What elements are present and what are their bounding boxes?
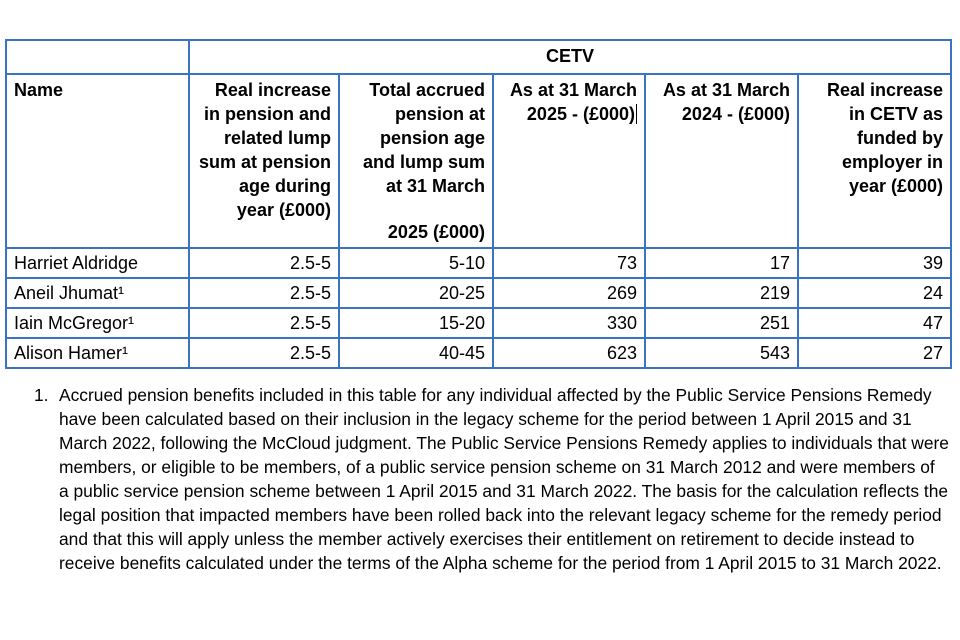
cell-cetv-2025: 269 bbox=[493, 278, 645, 308]
cell-real-increase: 2.5-5 bbox=[189, 248, 339, 278]
cell-cetv-2024: 17 bbox=[645, 248, 798, 278]
column-header-cetv-2025-label: As at 31 March 2025 - (£000) bbox=[509, 80, 637, 124]
cell-cetv-2024: 251 bbox=[645, 308, 798, 338]
table-row bbox=[6, 248, 951, 278]
table-row bbox=[6, 338, 951, 368]
cell-real-increase: 2.5-5 bbox=[189, 278, 339, 308]
cell-total-accrued: 15-20 bbox=[339, 308, 493, 338]
cell-total-accrued: 5-10 bbox=[339, 248, 493, 278]
footnote-text: Accrued pension benefits included in this table for any individual affected by the Public Service Pensions Remedy have been calculated based on their inclusion in the legacy scheme for the period between 1 April 2015 and 31 March 2022, following the McCloud judgment. The Public Service Pensions Remedy applies to individuals that were members, or eligible to be members, of a public service pension scheme on 31 March 2012 and were members of a public service pension scheme between 1 April 2015 and 31 March 2022. The basis for the calculation reflects the legal position that impacted members have been rolled back into the relevant legacy scheme for the remedy period and that this will apply unless the member actively exercises their entitlement on retirement to decide instead to receive benefits calculated under the terms of the Alpha scheme for the period from 1 April 2015 to 31 March 2022. bbox=[59, 385, 949, 573]
cell-cetv-real-increase: 24 bbox=[798, 278, 951, 308]
cell-total-accrued: 20-25 bbox=[339, 278, 493, 308]
footnote bbox=[34, 383, 949, 575]
cell-cetv-2025: 73 bbox=[493, 248, 645, 278]
column-header-cetv-2024: As at 31 March 2024 - (£000) bbox=[645, 74, 798, 248]
cell-name: Alison Hamer¹ bbox=[6, 338, 189, 368]
column-header-real-increase: Real increase in pension and related lump sum at pension age during year (£000) bbox=[189, 74, 339, 248]
cell-name: Aneil Jhumat¹ bbox=[6, 278, 189, 308]
cell-cetv-2024: 543 bbox=[645, 338, 798, 368]
table-header-row bbox=[6, 74, 951, 248]
cell-cetv-2025: 623 bbox=[493, 338, 645, 368]
cell-total-accrued: 40-45 bbox=[339, 338, 493, 368]
cell-cetv-real-increase: 39 bbox=[798, 248, 951, 278]
column-header-name: Name bbox=[6, 74, 189, 248]
table-row bbox=[6, 308, 951, 338]
cell-name: Harriet Aldridge bbox=[6, 248, 189, 278]
cell-real-increase: 2.5-5 bbox=[189, 308, 339, 338]
cell-real-increase: 2.5-5 bbox=[189, 338, 339, 368]
empty-header-cell bbox=[6, 40, 189, 74]
footnote-number: 1. bbox=[34, 385, 49, 405]
cell-cetv-real-increase: 47 bbox=[798, 308, 951, 338]
column-header-total-accrued-year: 2025 (£000) bbox=[387, 222, 485, 242]
cell-name: Iain McGregor¹ bbox=[6, 308, 189, 338]
column-header-cetv-real-increase: Real increase in CETV as funded by employer in year (£000) bbox=[798, 74, 951, 248]
cell-cetv-real-increase: 27 bbox=[798, 338, 951, 368]
cetv-group-header: CETV bbox=[189, 40, 951, 74]
table-group-header-row bbox=[6, 40, 951, 74]
column-header-total-accrued bbox=[339, 74, 493, 248]
cell-cetv-2025: 330 bbox=[493, 308, 645, 338]
column-header-cetv-2025 bbox=[493, 74, 645, 248]
pension-table bbox=[5, 39, 952, 369]
table-row bbox=[6, 278, 951, 308]
column-header-total-accrued-label: Total accrued pension at pension age and lump sum at 31 March bbox=[362, 80, 485, 196]
cell-cetv-2024: 219 bbox=[645, 278, 798, 308]
